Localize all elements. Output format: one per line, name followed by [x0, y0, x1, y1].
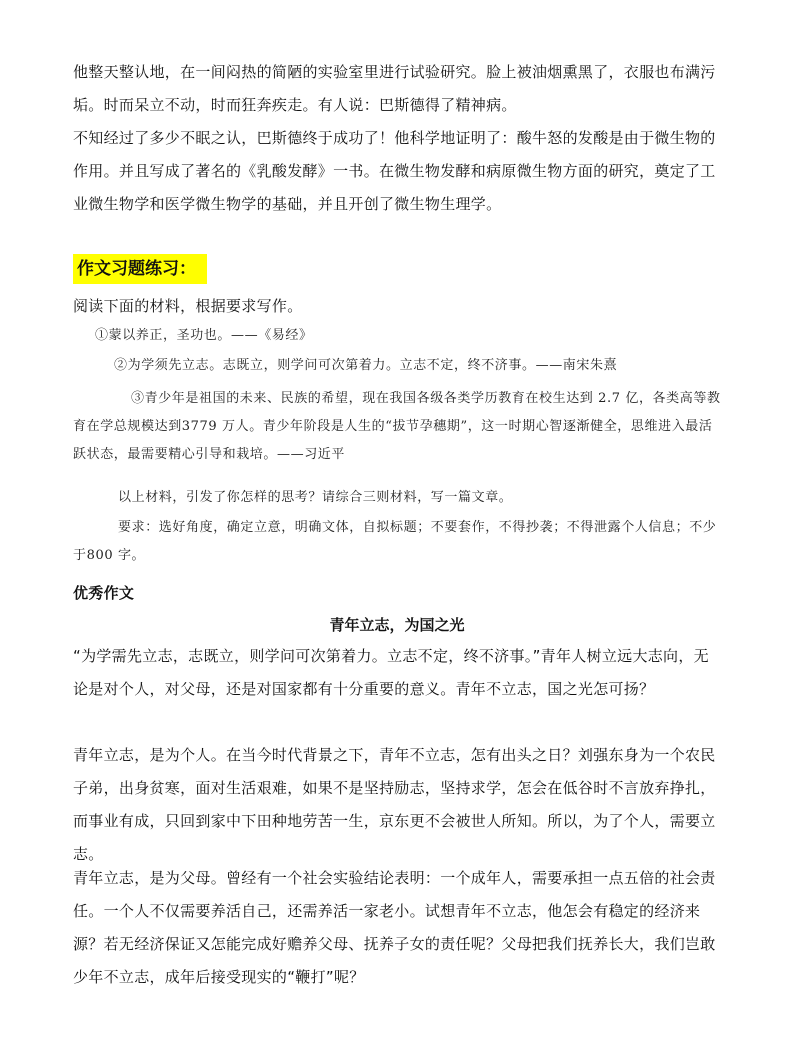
essay-paragraph-3: 青年立志，是为父母。曾经有一个社会实验结论表明：一个成年人，需要承担一点五倍的社会责任。一个人不仅需要养活自己，还需养活一家老小。试想青年不立志，他怎会有稳定的经济来源？若无经济保证又怎能完成好赡养父母、抚养子女的责任呢？父母把我们抚养长大，我们岂敢少年不立志，成年后接受现实的“鞭打”呢？: [73, 869, 716, 986]
essay-label: 优秀作文: [73, 584, 135, 602]
essay-paragraph-1: “为学需先立志，志既立，则学问可次第着力。立志不定，终不济事。”青年人树立远大志向，无论是对个人，对父母，还是对国家都有十分重要的意义。青年不立志，国之光怎可扬？: [73, 647, 709, 698]
intro-paragraph-2: 不知经过了多少不眠之认，巴斯德终于成功了！他科学地证明了：酸牛怒的发酸是由于微生物的作用。并且写成了著名的《乳酸发酵》一书。在微生物发酵和病原微生物方面的研究，奠定了工业微生物学和医学微生物学的基础，并且开创了微生物生理学。: [73, 129, 716, 213]
exercise-question: 以上材料，引发了你怎样的思考？请综合三则材料，写一篇文章。: [118, 490, 513, 505]
exercise-heading: 作文习题练习：: [77, 259, 196, 279]
quote-3: ③青少年是祖国的未来、民族的希望，现在我国各级各类学历教育在校生达到 2.7 亿，各类高等教育在学总规模达到3779 万人。青少年阶段是人生的“拔节孕穗期”，这一时期心智逐渐健全，思维进入最活跃状态，最需要精心引导和栽培。——习近平: [73, 391, 721, 462]
exercise-requirement: 要求：选好角度，确定立意，明确文体，自拟标题；不要套作，不得抄袭；不得泄露个人信息；不少于800 字。: [73, 520, 717, 563]
exercise-instruction: 阅读下面的材料，根据要求写作。: [73, 297, 303, 315]
essay-title: 青年立志，为国之光: [329, 616, 465, 634]
quote-1: ①蒙以养正，圣功也。——《易经》: [95, 328, 313, 343]
quote-2: ②为学须先立志。志既立，则学问可次第着力。立志不定，终不济事。——南宋朱熹: [114, 358, 618, 373]
essay-paragraph-2: 青年立志，是为个人。在当今时代背景之下，青年不立志，怎有出头之日？刘强东身为一个农民子弟，出身贫寒，面对生活艰难，如果不是坚持励志，坚持求学，怎会在低谷时不言放弃挣扎，而事业有成，只回到家中下田种地劳苦一生，京东更不会被世人所知。所以，为了个人，需要立志。: [73, 746, 716, 863]
intro-paragraph-1: 他整天整认地，在一间闷热的简陋的实验室里进行试验研究。脸上被油烟熏黑了，衣服也布满污垢。时而呆立不动，时而狂奔疾走。有人说：巴斯德得了精神病。: [73, 63, 716, 114]
